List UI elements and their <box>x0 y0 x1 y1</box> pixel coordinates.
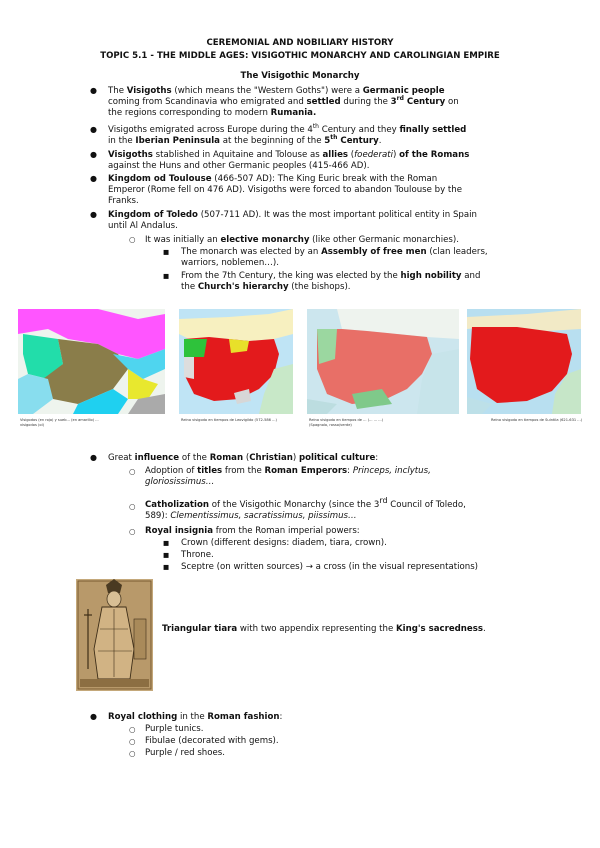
paragraph-royal-clothing: Royal clothing in the Roman fashion: <box>108 712 283 722</box>
paragraph-purple-tunics: Purple tunics. <box>145 724 204 734</box>
circle-bullet-icon: ○ <box>129 502 136 511</box>
square-bullet-icon: ■ <box>163 551 170 559</box>
map-image <box>307 309 459 414</box>
circle-bullet-icon: ○ <box>129 527 136 536</box>
paragraph-royal-insignia: Royal insignia from the Roman imperial powers: <box>145 526 360 536</box>
map-caption: Visigodos (en rojo) y sueb... (en amarillo) ... visigodos (ol) <box>20 418 99 427</box>
paragraph-titles: Adoption of titles from the Roman Emperors: Princeps, inclytus, gloriosissimus… <box>145 466 431 488</box>
bullet-icon: ● <box>90 174 97 183</box>
paragraph-catholization: Catholization of the Visigothic Monarchy (since the 3rd Council of Toledo, 589): Clementissimus, sacratissimus, piissimus… <box>145 496 466 522</box>
paragraph-crown: Crown (different designs: diadem, tiara, crown). <box>181 538 387 548</box>
paragraph-assembly: The monarch was elected by an Assembly of free men (clan leaders, warriors, noblemen…). <box>181 247 488 269</box>
circle-bullet-icon: ○ <box>129 737 136 746</box>
paragraph-shoes: Purple / red shoes. <box>145 748 225 758</box>
map-visigoths-suebi <box>18 309 165 414</box>
square-bullet-icon: ■ <box>163 539 170 547</box>
bullet-icon: ● <box>90 453 97 462</box>
king-figure-image <box>76 579 153 691</box>
square-bullet-icon: ■ <box>163 272 170 280</box>
topic-title: TOPIC 5.1 - THE MIDDLE AGES: VISIGOTHIC MONARCHY AND CAROLINGIAN EMPIRE <box>100 51 500 61</box>
circle-bullet-icon: ○ <box>129 235 136 244</box>
paragraph-sceptre: Sceptre (on written sources) → a cross (in the visual representations) <box>181 562 479 572</box>
bullet-icon: ● <box>90 86 97 95</box>
map-image <box>18 309 165 414</box>
bullet-icon: ● <box>90 712 97 721</box>
paragraph-emigration: Visigoths emigrated across Europe during the 4th Century and they finally settled in the Iberian Peninsula at the beginning of the 5th Century. <box>108 123 467 147</box>
paragraph-tiara: Triangular tiara with two appendix representing the King's sacredness. <box>162 624 486 634</box>
square-bullet-icon: ■ <box>163 563 170 571</box>
map-caption: Reino visigodo en tiempos de Suintila (621-631 ...) <box>491 418 583 422</box>
paragraph-high-nobility: From the 7th Century, the king was elected by the high nobility and the Church's hierarchy (the bishops). <box>181 271 481 293</box>
map-caption: Reino visigodo en tiempos de ... (... ... ...) (Spagnolo, rosso/verde) <box>309 418 384 427</box>
paragraph-influence: Great influence of the Roman (Christian) political culture: <box>108 453 379 463</box>
paragraph-visigoths: The Visigoths (which means the "Western Goths") were a Germanic people coming from Scandinavia who emigrated and settled during the 3rd Century on the regions corresponding to modern Rumania. <box>108 86 459 119</box>
bullet-icon: ● <box>90 150 97 159</box>
map-image <box>179 309 293 414</box>
map-suintila <box>467 309 581 414</box>
bullet-icon: ● <box>90 125 97 134</box>
map-caption: Reino visigodo en tiempos de Leovigildo (572-586 ...) <box>181 418 277 422</box>
section-title: The Visigothic Monarchy <box>240 71 360 81</box>
paragraph-allies: Visigoths stablished in Aquitaine and Tolouse as allies (foederati) of the Romans against the Huns and other Germanic peoples (415-466 AD). <box>108 150 470 172</box>
bullet-icon: ● <box>90 210 97 219</box>
map-leovigild <box>179 309 293 414</box>
circle-bullet-icon: ○ <box>129 749 136 758</box>
square-bullet-icon: ■ <box>163 248 170 256</box>
paragraph-throne: Throne. <box>181 550 214 560</box>
paragraph-toledo: Kingdom of Toledo (507-711 AD). It was the most important political entity in Spain until Al Andalus. <box>108 210 477 232</box>
king-illustration <box>76 579 153 691</box>
paragraph-elective: It was initially an elective monarchy (like other Germanic monarchies). <box>145 235 459 245</box>
circle-bullet-icon: ○ <box>129 725 136 734</box>
map-visigothic-kingdom <box>307 309 459 414</box>
paragraph-toulouse: Kingdom od Toulouse (466-507 AD): The King Euric break with the Roman Emperor (Rome fell on 476 AD). Visigoths were forced to abandon Toulouse by the Franks. <box>108 174 463 207</box>
map-image <box>467 309 581 414</box>
paragraph-fibulae: Fibulae (decorated with gems). <box>145 736 279 746</box>
document-title: CEREMONIAL AND NOBILIARY HISTORY <box>206 38 394 48</box>
circle-bullet-icon: ○ <box>129 467 136 476</box>
